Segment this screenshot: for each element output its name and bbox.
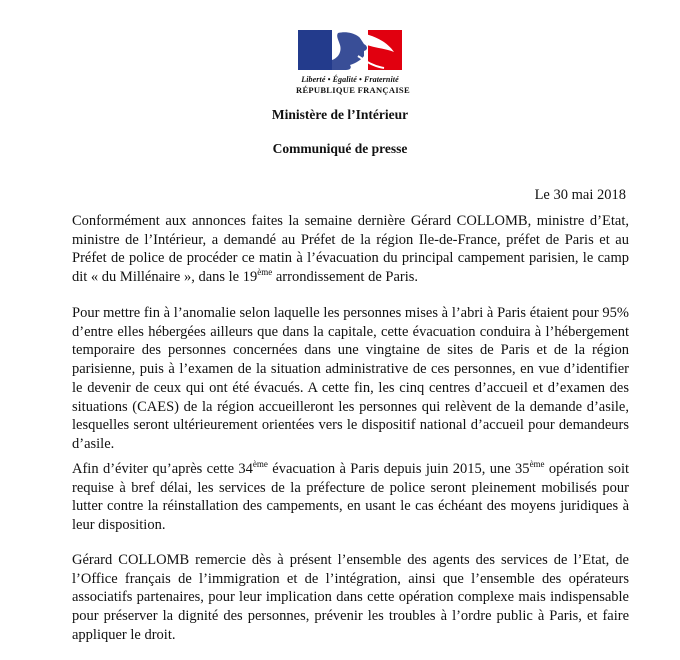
paragraph-1-text-a: Conformément aux annonces faites la semaine dernière Gérard COLLOMB, ministre d’Etat, ministre de l’Intérieur, a demandé au Préfet de la région Ile-de-France, préfet de Paris et au Préfet de police de procéder ce matin à l’évacuation du principal campement parisien, le camp dit « du Millénaire », dans le 19 <box>72 213 629 286</box>
paragraph-3-superscript-1: ème <box>252 459 268 470</box>
paragraph-3-text-a: Afin d’éviter qu’après cette 34 <box>72 461 253 477</box>
paragraph-1 <box>72 212 629 287</box>
paragraph-4: Gérard COLLOMB remercie dès à présent l’ensemble des agents des services de l’Etat, de l’Office français de l’immigration et de l’intégration, ainsi que l’ensemble des opérateurs associatifs partenaires, pour leur implication dans cette opération complexe mais indispensable pour préserver la dignité des personnes, prévenir les troubles à l’ordre public à Paris, et faire appliquer le droit. <box>72 552 629 643</box>
republique-francaise-label: RÉPUBLIQUE FRANÇAISE <box>296 85 410 95</box>
republique-francaise-logo <box>296 30 410 95</box>
paragraph-3-text-b: évacuation à Paris depuis juin 2015, une 35 <box>267 461 530 477</box>
paragraph-3-text-c: opération soit requise à bref délai, les services de la préfecture de police seront pleinement mobilisés pour lutter contre la réinstallation des campements, en usant le cas échéant des moyens juridiques à leur disposition. <box>72 461 629 534</box>
paragraph-2: Pour mettre fin à l’anomalie selon laquelle les personnes mises à l’abri à Paris étaient pour 95% d’entre elles hébergées ailleurs que dans la capitale, cette évacuation conduira à l’hébergement temporaire des personnes concernées dans une vingtaine de sites de Paris et de la région parisienne, puis à l’examen de la situation administrative de ces personnes, en vue d’identifier le devenir de ceux qui ont été évacués. A cette fin, les cinq centres d’accueil et d’examen des situations (CAES) de la région accueilleront les personnes qui relèvent de la demande d’asile, lesquelles seront ultérieurement orientées vers le dispositif national d’accueil pour demandeurs d’asile. <box>72 305 629 452</box>
ministry-title: Ministère de l’Intérieur <box>271 107 409 122</box>
paragraph-3 <box>72 460 629 535</box>
press-date: Le 30 mai 2018 <box>534 187 626 203</box>
paragraph-1-text-b: arrondissement de Paris. <box>272 269 419 286</box>
motto: Liberté • Égalité • Fraternité <box>301 75 399 84</box>
communique-title: Communiqué de presse <box>272 141 408 156</box>
marianne-flag-icon <box>298 30 402 70</box>
paragraph-1-superscript: ème <box>257 267 273 278</box>
paragraph-3-superscript-2: ème <box>529 459 545 470</box>
